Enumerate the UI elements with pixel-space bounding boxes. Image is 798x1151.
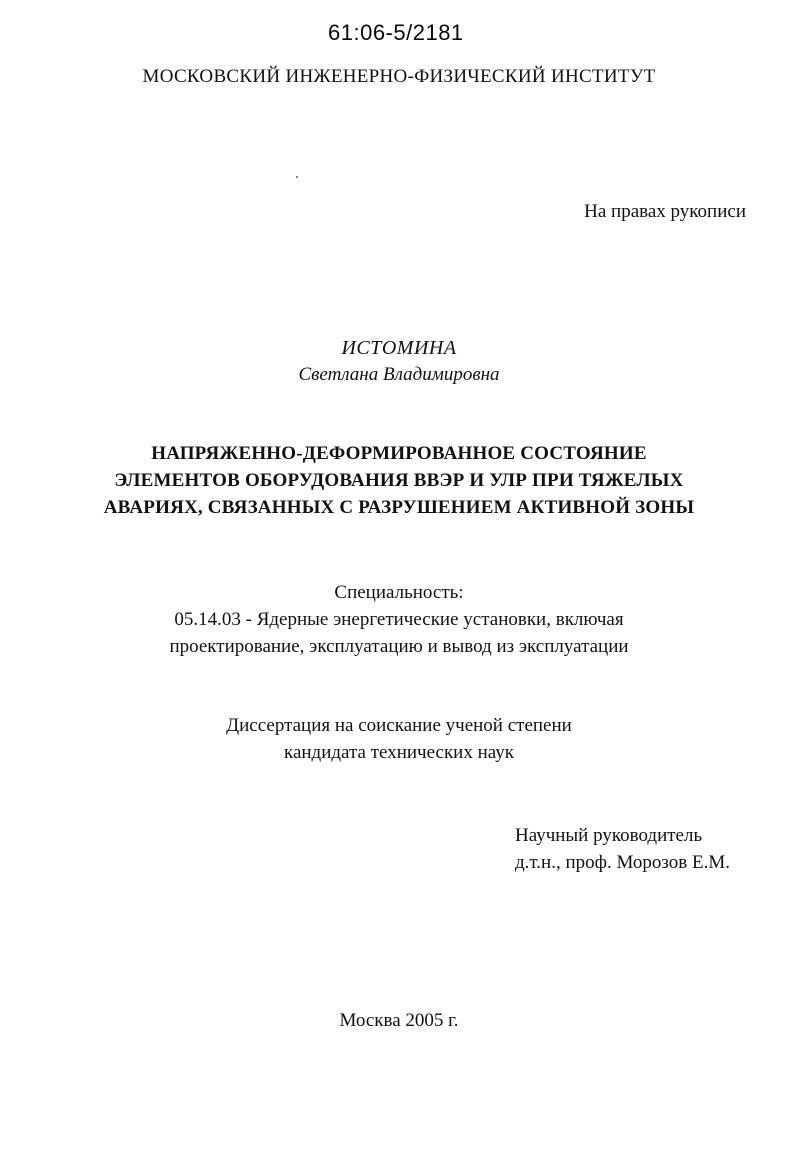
title-line: ЭЛЕМЕНТОВ ОБОРУДОВАНИЯ ВВЭР И УЛР ПРИ ТЯЖЕЛЫХ bbox=[114, 470, 684, 491]
title-line: НАПРЯЖЕННО-ДЕФОРМИРОВАННОЕ СОСТОЯНИЕ bbox=[151, 443, 647, 464]
title-line: АВАРИЯХ, СВЯЗАННЫХ С РАЗРУШЕНИЕМ АКТИВНОЙ ЗОНЫ bbox=[103, 497, 695, 518]
advisor-label: Научный руководитель bbox=[515, 825, 703, 846]
advisor-block bbox=[515, 822, 730, 876]
author-given-names: Светлана Владимировна bbox=[298, 364, 500, 385]
dissertation-degree-block bbox=[0, 712, 798, 766]
specialty-block bbox=[0, 579, 798, 660]
catalog-number: 61:06-5/2181 bbox=[328, 20, 464, 45]
author-surname: ИСТОМИНА bbox=[341, 337, 457, 359]
specialty-label: Специальность: bbox=[334, 582, 464, 603]
specialty-line: 05.14.03 - Ядерные энергетические установки, включая bbox=[174, 609, 624, 630]
advisor-name: д.т.н., проф. Морозов Е.М. bbox=[515, 852, 730, 873]
degree-line: кандидата технических наук bbox=[284, 742, 514, 763]
scan-speck bbox=[296, 176, 298, 178]
dissertation-title bbox=[0, 440, 798, 521]
manuscript-rights: На правах рукописи bbox=[584, 201, 746, 222]
degree-line: Диссертация на соискание ученой степени bbox=[226, 715, 572, 736]
institute-name: МОСКОВСКИЙ ИНЖЕНЕРНО-ФИЗИЧЕСКИЙ ИНСТИТУТ bbox=[142, 66, 656, 87]
city-year: Москва 2005 г. bbox=[339, 1010, 459, 1031]
specialty-line: проектирование, эксплуатацию и вывод из эксплуатации bbox=[169, 636, 629, 657]
